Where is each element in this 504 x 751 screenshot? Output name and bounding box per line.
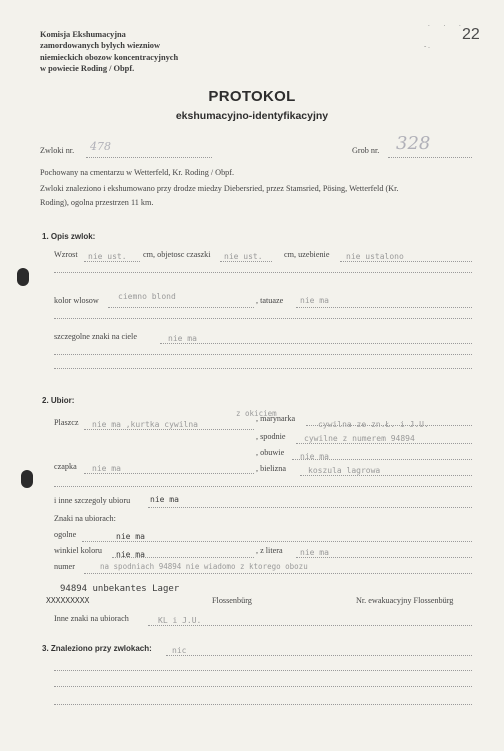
page-title: PROTOKOL bbox=[208, 88, 296, 105]
ewakuacyjny-label: Nr. ewakuacyjny Flossenbürg bbox=[356, 596, 454, 605]
wzrost-value: nie ust. bbox=[88, 252, 127, 261]
grob-label: Grob nr. bbox=[352, 146, 380, 155]
kolor-value: ciemno blond bbox=[118, 292, 176, 301]
inne-znaki-value: KL i J.U. bbox=[158, 616, 202, 625]
spodnie-value: cywilne z numerem 94894 bbox=[304, 434, 415, 443]
spodnie-line bbox=[296, 443, 472, 444]
bielizna-line bbox=[300, 475, 472, 476]
blank-line-7 bbox=[54, 686, 472, 687]
czapka-value: nie ma bbox=[92, 464, 121, 473]
znaki-cialo-value: nie ma bbox=[168, 334, 197, 343]
obuwie-value: nie ma bbox=[300, 452, 329, 461]
blank-line-6 bbox=[54, 670, 472, 671]
section-opis-heading: 1. Opis zwlok: bbox=[42, 232, 96, 241]
flossenburg-label: Flossenbürg bbox=[212, 596, 252, 605]
marynarka-value: cywilna ze zn.Ł. i J.U. bbox=[318, 420, 429, 429]
commission-header bbox=[40, 29, 178, 75]
ogolne-label: ogolne bbox=[54, 530, 77, 539]
znaki-ubiory-heading: Znaki na ubiorach: bbox=[54, 514, 116, 523]
blank-line-3 bbox=[54, 354, 472, 355]
marynarka-label: , marynarka bbox=[256, 414, 296, 423]
wzrost-label: Wzrost bbox=[54, 250, 78, 259]
czapka-label: czapka bbox=[54, 462, 77, 471]
zwloki-value: 478 bbox=[90, 140, 111, 153]
litera-line bbox=[296, 557, 472, 558]
blank-line-8 bbox=[54, 704, 472, 705]
margin-dash: - . bbox=[424, 42, 430, 50]
spodnie-label: , spodnie bbox=[256, 432, 286, 441]
uzebienie-line bbox=[340, 261, 472, 262]
numer-line bbox=[84, 573, 472, 574]
znaleziono-line bbox=[166, 655, 472, 656]
cm-uzebienie-label: cm, uzebienie bbox=[284, 250, 330, 259]
plaszcz-extra: z okiciem bbox=[236, 409, 277, 418]
winkiel-label: winkiel koloru bbox=[54, 546, 102, 555]
wzrost-line bbox=[84, 261, 140, 262]
znaki-cialo-line bbox=[160, 343, 472, 344]
numer-label: numer bbox=[54, 562, 75, 571]
uzebienie-value: nie ustalono bbox=[346, 252, 404, 261]
margin-marks: . . . bbox=[428, 20, 467, 28]
page-subtitle: ekshumacyjno-identyfikacyjny bbox=[175, 110, 329, 122]
ogolne-line bbox=[82, 541, 472, 542]
inne-szczegoly-line bbox=[148, 507, 472, 508]
tatuaze-value: nie ma bbox=[300, 296, 329, 305]
znaleziono-value: nic bbox=[172, 646, 187, 655]
inne-znaki-line bbox=[148, 625, 472, 626]
czaszka-value: nie ust. bbox=[224, 252, 263, 261]
binder-hole-bottom bbox=[21, 470, 33, 488]
inne-szczegoly-label: i inne szczegoly ubioru bbox=[54, 496, 131, 505]
czaszka-line bbox=[220, 261, 272, 262]
blank-line-5 bbox=[54, 486, 472, 487]
numer-value: na spodniach 94894 nie wiadomo z ktorego obozu bbox=[100, 562, 308, 571]
binder-hole-top bbox=[17, 268, 29, 286]
plaszcz-line bbox=[84, 429, 254, 430]
tatuaze-line bbox=[296, 307, 472, 308]
bielizna-value: koszula lagrowa bbox=[308, 466, 381, 475]
znaleziono-text-1: Zwloki znaleziono i ekshumowano przy drodze miedzy Diebersried, przez Stamsried, Pösing, Wetterfeld (Kr. bbox=[40, 184, 399, 193]
ogolne-value: nie ma bbox=[116, 532, 145, 541]
header-line-4: w powiecie Roding / Obpf. bbox=[40, 64, 135, 74]
kolor-line bbox=[108, 307, 254, 308]
obuwie-label: , obuwie bbox=[256, 448, 285, 457]
header-line-3: niemieckich obozow koncentracyjnych bbox=[40, 52, 179, 62]
kolor-label: kolor wlosow bbox=[54, 296, 99, 305]
lager-typed: 94894 unbekantes Lager bbox=[60, 584, 180, 594]
header-line-1: Komisja Ekshumacyjna bbox=[40, 30, 126, 39]
litera-value: nie ma bbox=[300, 548, 329, 557]
litera-label: , z litera bbox=[256, 546, 283, 555]
page-number: 22 bbox=[462, 26, 480, 43]
zwloki-label: Zwloki nr. bbox=[40, 146, 75, 155]
header-line-2: zamordowanych bylych wiezniow bbox=[40, 41, 161, 51]
blank-line-4 bbox=[54, 368, 472, 369]
cm-objetosc-label: cm, objetosc czaszki bbox=[143, 250, 211, 259]
inne-szczegoly-value: nie ma bbox=[150, 495, 179, 504]
znaki-cialo-label: szczegolne znaki na ciele bbox=[54, 332, 137, 341]
section-znaleziono-heading: 3. Znaleziono przy zwlokach: bbox=[42, 644, 152, 653]
plaszcz-value: nie ma ,kurtka cywilna bbox=[92, 420, 198, 429]
inne-znaki-label: Inne znaki na ubiorach bbox=[54, 614, 129, 623]
grob-line bbox=[388, 157, 472, 158]
blank-line-2 bbox=[54, 318, 472, 319]
pochowany-text: Pochowany na cmentarzu w Wetterfeld, Kr. Roding / Obpf. bbox=[40, 168, 235, 177]
blank-line-1 bbox=[54, 272, 472, 273]
plaszcz-label: Plaszcz bbox=[54, 418, 79, 427]
czapka-line bbox=[84, 473, 254, 474]
zwloki-line bbox=[86, 157, 212, 158]
winkiel-value: nie ma bbox=[116, 550, 145, 559]
grob-value: 328 bbox=[396, 133, 431, 154]
znaleziono-text-2: Roding), ogolna przestrzen 11 km. bbox=[40, 198, 154, 207]
section-ubior-heading: 2. Ubior: bbox=[42, 396, 75, 405]
tatuaze-label: , tatuaze bbox=[256, 296, 284, 305]
lager-strike: XXXXXXXXX bbox=[46, 596, 90, 605]
bielizna-label: , bielizna bbox=[256, 464, 287, 473]
